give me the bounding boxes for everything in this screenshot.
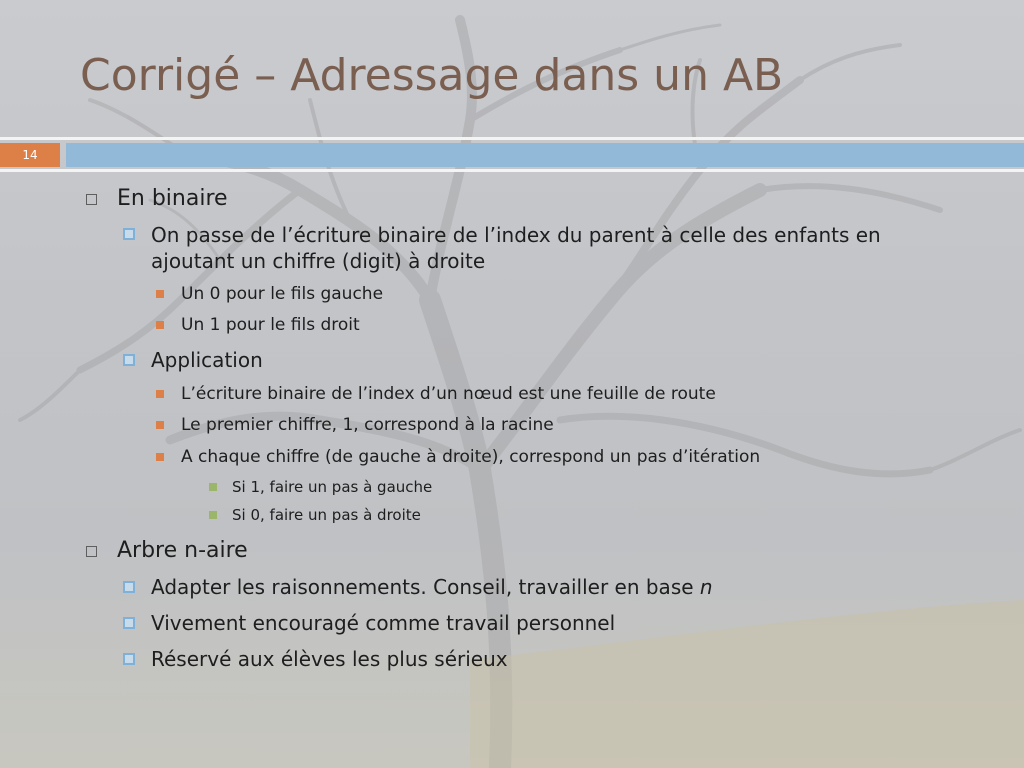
list-item <box>86 538 248 563</box>
header-divider-bottom <box>0 169 1024 172</box>
square-orange-bullet-icon <box>156 453 164 461</box>
header-accent-bar <box>66 143 1024 167</box>
list-item-text: Un 1 pour le fils droit <box>181 315 360 335</box>
list-item <box>209 506 421 524</box>
header-divider-top <box>0 137 1024 140</box>
square-outline-bullet-icon <box>86 194 97 205</box>
list-item <box>123 222 961 274</box>
list-item-text: On passe de l’écriture binaire de l’index du parent à celle des enfants en ajoutant un chiffre (digit) à droite <box>151 223 881 273</box>
square-green-bullet-icon <box>209 483 217 491</box>
list-item <box>123 575 713 599</box>
list-item <box>123 611 615 635</box>
list-item <box>156 284 383 304</box>
square-orange-bullet-icon <box>156 321 164 329</box>
square-green-bullet-icon <box>209 511 217 519</box>
square-blue-bullet-icon <box>123 617 135 629</box>
list-item-text <box>151 575 713 599</box>
list-item-text: Application <box>151 348 263 372</box>
slide-title: Corrigé – Adressage dans un AB <box>80 50 784 101</box>
slide-number: 14 <box>0 143 60 167</box>
list-item <box>156 447 760 467</box>
square-blue-bullet-icon <box>123 581 135 593</box>
square-blue-bullet-icon <box>123 354 135 366</box>
list-item-text: En binaire <box>117 186 228 211</box>
list-item <box>86 186 228 211</box>
list-item <box>123 348 263 372</box>
list-item-text: A chaque chiffre (de gauche à droite), correspond un pas d’itération <box>181 447 761 467</box>
list-item-text: Le premier chiffre, 1, correspond à la racine <box>181 415 554 435</box>
list-item <box>123 647 508 671</box>
list-item-text-italic: n <box>699 575 713 599</box>
square-orange-bullet-icon <box>156 290 164 298</box>
list-item <box>209 478 432 496</box>
square-blue-bullet-icon <box>123 653 135 665</box>
square-outline-bullet-icon <box>86 546 97 557</box>
list-item-text: Arbre n-aire <box>117 538 248 563</box>
list-item <box>156 315 360 335</box>
list-item-text: Vivement encouragé comme travail personnel <box>151 611 616 635</box>
list-item-text: Si 1, faire un pas à gauche <box>232 478 433 496</box>
list-item-text: L’écriture binaire de l’index d’un nœud est une feuille de route <box>181 384 716 404</box>
list-item-text: Si 0, faire un pas à droite <box>232 506 421 524</box>
list-item-text: Un 0 pour le fils gauche <box>181 284 384 304</box>
list-item-text: Réservé aux élèves les plus sérieux <box>151 647 508 671</box>
square-orange-bullet-icon <box>156 390 164 398</box>
list-item <box>156 384 716 404</box>
square-orange-bullet-icon <box>156 421 164 429</box>
square-blue-bullet-icon <box>123 228 135 240</box>
list-item <box>156 415 554 435</box>
list-item-text-main: Adapter les raisonnements. Conseil, travailler en base <box>151 575 700 599</box>
